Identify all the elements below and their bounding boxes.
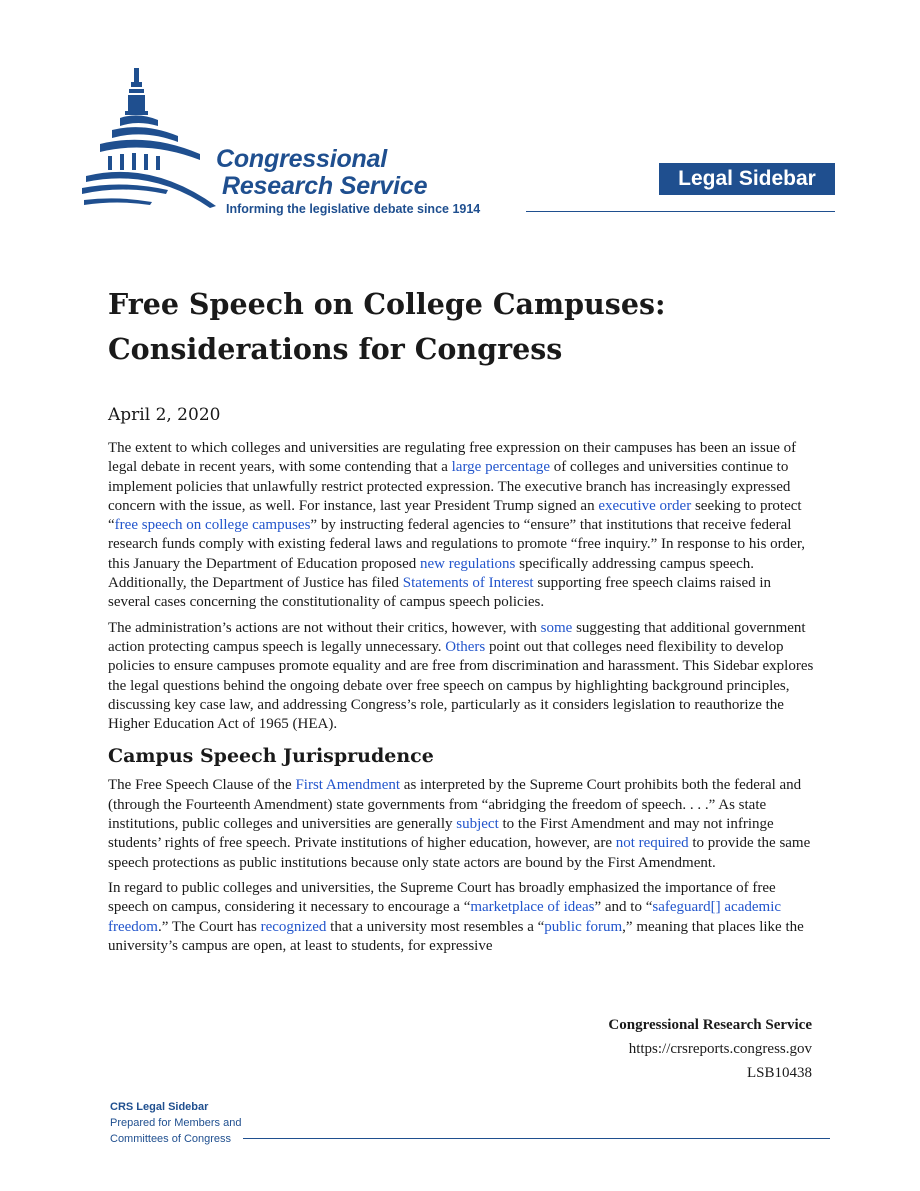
paragraph-1: The extent to which colleges and universities are regulating free expression on their campuses has been an issue of legal debate in recent years, with some contending that a large percentage of colleges and universities continue to implement policies that unlawfully restrict protected expression. The executive branch has increasingly expressed concern with the issue, as well. For instance, last year President Trump signed an executive order seeking to protect “free speech on college campuses” by instructing federal agencies to “ensure” that institutions that receive federal research funds comply with existing federal laws and regulations to promote “free inquiry.” In response to his order, this January the Department of Education proposed new regulations specifically addressing campus speech. Additionally, the Department of Justice has filed Statements of Interest supporting free speech claims raised in several cases concerning the constitutionality of campus speech policies.: [108, 440, 805, 611]
link-safeguard-academic-freedom[interactable]: safeguard[] academic freedom: [108, 899, 782, 935]
legal-sidebar-badge: Legal Sidebar: [659, 163, 835, 195]
link-marketplace-of-ideas[interactable]: marketplace of ideas: [470, 899, 595, 916]
link-large-percentage[interactable]: large percentage: [451, 459, 551, 476]
organization-tagline: Informing the legislative debate since 1914: [226, 202, 481, 216]
organization-name: Congressional Research Service: [216, 145, 428, 200]
footer-publisher: [608, 1013, 812, 1085]
link-not-required[interactable]: not required: [615, 835, 689, 852]
paragraph-3: The Free Speech Clause of the First Amendment as interpreted by the Supreme Court prohibits both the federal and (through the Fourteenth Amendment) state governments from “abridging the freedom of speech. . . .” As state institutions, public colleges and universities are generally subject to the First Amendment and may not infringe students’ rights of free speech. Private institutions of higher education, however, are not required to provide the same speech protections as public institutions because only state actors are bound by the First Amendment.: [108, 777, 811, 871]
link-free-speech-campuses[interactable]: free speech on college campuses: [114, 517, 311, 534]
link-first-amendment[interactable]: First Amendment: [295, 777, 401, 794]
page-title: [108, 282, 828, 372]
footer-series-title: CRS Legal Sidebar: [110, 1101, 209, 1113]
header-divider: [526, 211, 835, 212]
footer-series: [110, 1099, 241, 1147]
footer-report-id: LSB10438: [746, 1065, 812, 1081]
link-executive-order[interactable]: executive order: [598, 497, 692, 514]
capitol-dome-logo: [82, 68, 222, 218]
footer-divider: [243, 1138, 830, 1139]
footer-series-line-2: Prepared for Members and: [110, 1117, 242, 1129]
link-new-regulations[interactable]: new regulations: [420, 555, 516, 572]
link-subject[interactable]: subject: [456, 816, 499, 833]
paragraph-4: In regard to public colleges and universities, the Supreme Court has broadly emphasized the importance of free speech on campus, considering it necessary to encourage a “marketplace of ideas” and to “safeguard[] academic freedom.” The Court has recognized that a university most resembles a “public forum,” meaning that places like the university’s campus are open, at least to students, for expressive: [108, 879, 804, 954]
footer-org: Congressional Research Service: [608, 1017, 812, 1033]
footer-url[interactable]: https://crsreports.congress.gov: [628, 1041, 812, 1057]
link-others[interactable]: Others: [445, 638, 486, 655]
paragraph-2: The administration’s actions are not without their critics, however, with some suggesting that additional government action protecting campus speech is legally unnecessary. Others point out that colleges need flexibility to develop policies to ensure campuses promote equality and are free from discrimination and harassment. This Sidebar explores the legal questions behind the ongoing debate over free speech on campus by highlighting background principles, discussing key case law, and addressing Congress’s role, particularly as it considers legislation to reauthorize the Higher Education Act of 1965 (HEA).: [108, 619, 814, 733]
link-some[interactable]: some: [540, 619, 573, 636]
link-public-forum[interactable]: public forum: [544, 918, 623, 935]
section-heading: Campus Speech Jurisprudence: [108, 745, 434, 768]
link-statements-of-interest[interactable]: Statements of Interest: [402, 575, 534, 592]
link-recognized[interactable]: recognized: [260, 918, 327, 935]
publication-date: April 2, 2020: [108, 405, 221, 425]
footer-series-line-3: Committees of Congress: [110, 1133, 232, 1145]
title-line-2: Considerations for Congress: [108, 332, 563, 366]
title-line-1: Free Speech on College Campuses:: [108, 287, 666, 321]
body-text: [108, 439, 814, 962]
